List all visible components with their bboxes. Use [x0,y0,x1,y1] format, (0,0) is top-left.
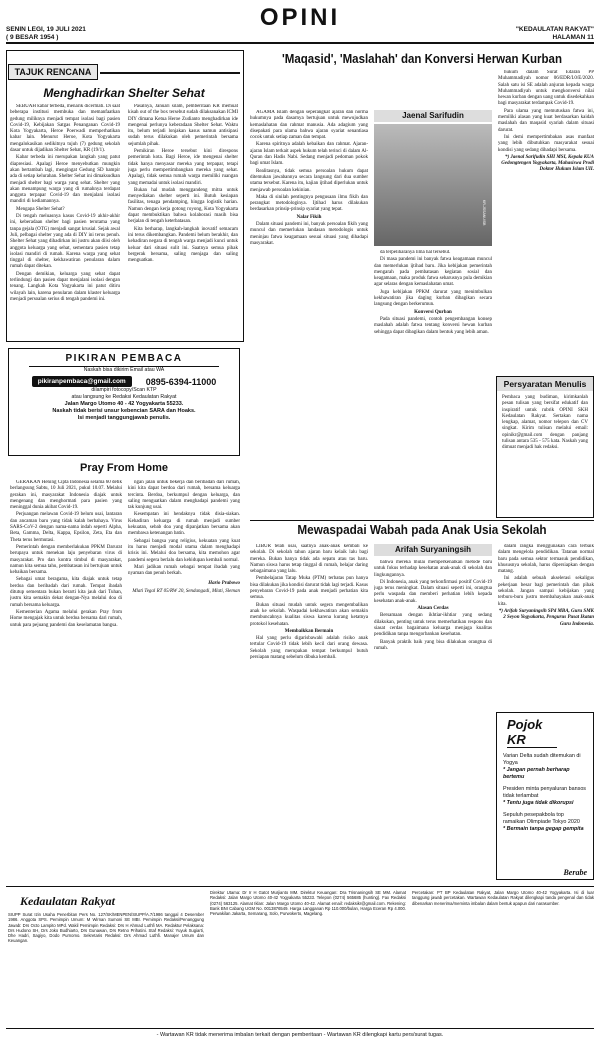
paragraph: SEBUAH kabar terbeda, menarik dicermati. Di saat beberapa institusi membuka dan memanfaatkan gedung miliknya menjadi tempat isolasi bagi pasien Covid-19, Kebijakan Satgas Penanganan Covid-19 Kota Yogyakarta, Heroe Poerwadi memperhatikan kabar lain. Menurut Heroe, Kota Yogyakarta mengalokasikan sedikitnya tujuh (7) gedung sekolah dasar untuk dijadikan Shelter Sehat, KR (19/1). [10,104,120,154]
email-link[interactable]: pikiranpembaca@gmail.com [32,376,132,387]
article-divider [250,520,594,521]
article-author: Jaenal Sarifudin [374,110,492,122]
pojok-item-text: Varian Delta sudah ditemukan di Yogya [503,753,581,766]
pojok-item [497,812,593,833]
paragraph: Kementerian Agama melalui gerakan Pray from Home mengajak kita untuk berdoa bersama dari rumah, untuk para pejuang pandemi dan keselamatan bangsa. [10,609,122,628]
section-subhead: Membaikkan Bermain [284,628,334,634]
paragraph: dalam rangka menggunakan cara terbaik dalam mengelola pendidikan. Tatanan normal baru pada semua sektor termasuk pendidikan, khususnya sekolah, harus dipersiapkan dengan matang. [498,544,594,575]
pojok-kr-box [496,712,594,880]
pojok-item-quip: * Jangan pernah berharap bertemu [503,767,570,780]
paragraph: Ini adalah sebuah akselerasi sekaligus pekerjaan besar bagi pemerintah dan pihak sekolah. Jangan sampai kebijakan yang terburu-buru justru membahayakan anak-anak kita. [498,576,594,607]
paragraph: GERAKAN Hening Cipta Indonesia selama 60 detik berlangsung Sabtu, 10 Juli 2021, pukul 10.07. Melalui gerakan ini, masyarakat Indonesia diajak untuk mengenang dan menghormati para pasien yang meninggal dunia akibat Covid-19. [10,480,122,511]
article-headline: Mewaspadai Wabah pada Anak Usia Sekolah [297,523,547,537]
letter-author: Hario Prabowo [208,581,240,587]
paragraph: Ini demi mempertimbakan asas manfaat yang lebih dibutuhkan masyarakat sesuai kondisi yang sedang dihadapi bersama. [498,134,594,153]
content-rule: Naskah tidak berisi unsur kebencian SARA dan Hoaks. [52,408,196,414]
paragraph: Pembelajaran Tatap Muka (PTM) terbatas pun hanya bisa dilakukan jika kondisi darurat tidak lagi terjadi. Kasus penyebaran Covid-19 pada anak menjadi perhatian kita semua. [250,576,368,601]
article-column-2 [374,560,492,880]
tajuk-column-1 [10,104,120,338]
paragraph: Pemerintah dengan memberlakukan PPKM Darurat berupaya untuk menekan laju penyebaran virus di masyarakat. Pro dan kontra timbul di masyarakat, namun kita semua tahu, pembatasan ini bertujuan untuk kebaikan bersama. [10,544,122,576]
article-author: Arifah Suryaningsih [374,544,492,556]
masthead-page-number: HALAMAN 11 [552,34,594,41]
tajuk-headline: Menghadirkan Shelter Sehat [43,86,205,100]
requirement-line: dilampiri fotocopy/Scan KTP [91,387,157,393]
pojok-item [497,786,593,807]
letter-column-1 [10,480,122,880]
paragraph: LIBUR telah usai, saatnya anak-anak kembali ke sekolah. Di sekolah tahun ajaran baru kelaik lalu bagi mereka. Bukan hanya tidak ada sepatu atau tas baru. Namun siswa harus tetap tinggal di rumah, belajar daring sebagaimana yang lalu. [250,544,368,575]
paragraph: Bukan situasi mudah untuk segera mengembalikan anak ke sekolah. Waspadai kekhawatiran akan semakin membuncahnya kualitas siswa karena kurang ketatnya protokol kesehatan. [250,602,368,627]
writing-requirements-title: Persyaratan Menulis [497,377,593,391]
article-column-2 [374,250,492,518]
paragraph: Dalam situasi pandemi ini, banyak persoalan fikih yang muncul dan memerlukan landasan metodologis untuk meninjau fatwa keagamaan sesuai situasi yang dihadapi masyarakat. [250,222,368,246]
article-column-3 [498,70,594,370]
paragraph: AGAMA Islam dengan seperangkat ajaran dan norma hukumnya pada dasarnya bertujuan untuk mewujudkan kemaslahatan dan rahmat manusia. Ada adagium yang disepakati para ulama bahwa ajaran syariat senantiasa cocok untuk setiap zaman dan tempat. [250,110,368,141]
section-subhead: Nalar Fikih [296,214,322,220]
pojok-item-quip: * Tentu juga tidak dikorupsi [503,800,574,806]
paragraph: Para ulama yang memutuskan fatwa ini, memiliki alasan yang kuat berdasarkan kaidah maslahah dan maqasid syariah dalam situasi darurat. [498,108,594,133]
responsibility-note: Isi menjadi tanggungjawab penulis. [77,415,171,421]
section-subhead: Alasan Cerdas [417,606,449,612]
author-bio: *) Arifah Suryaningsih SPd MBA, Guru SMK 2 Seyon Yogyakarta, Pengurus Pusat Ikatan Guru Indonesia. [498,608,594,627]
photo-credit: KR-JSSANU/SB [482,200,486,226]
paragraph: Juga kebijakan PPKM darurat yang menimbulkan kekhawatiran jika daging kurban dibagikan secara langsung dengan berkerumun. [374,289,492,308]
imprint-column-3: Percetakan: PT BP Kedaulatan Rakyat, Jalan Margo Utomo 40-42 Yogyakarta. Isi di luar tanggung jawab percetakan. Wartawan Kedaulatan Rakyat dilengkapi tanda pengenal dan tidak dibenarkan menerima/meminta imbalan dalam bentuk apapun dari narasumber. [412,890,594,906]
imprint-column-2: Direktur Utama: Dr Ir H Gatot Murjianto MM. Direktur Keuangan: Dra Trisnaningsih SE MM. Alamat Redaksi: Jalan Margo Utomo 40-42 Yogyakarta 55233. Telepon (0274) 565685 (hunting). Fax Redaksi (0274) 563125. Alamat Iklan: Jalan Margo Utomo 40-42. Alamat email: redaksikr@gmail.com. Rekening: Bank BNI Cabang UGM No. 0013876549. Harga Langganan Rp 110.000/bulan, Harga Eceran Rp 4.000. Perwakilan Jakarta, Semarang, Solo, Purwokerto, Magelang. [210,890,406,917]
paragraph: Di masa pandemi ini banyak fatwa keagamaan muncul dan memerlukan ijtihad baru. Jika kebijakan pemerintah mengarah pada pembatasan kegiatan sosial dan keagamaan, maka produk fatwa seharusnya pula demikian agar selaras dengan kemaslahatan umat. [374,257,492,288]
tajuk-label: TAJUK RENCANA [8,64,98,80]
paragraph: Dengan demikian, keluarga yang sehat dapat terlindungi dan pasien dapat menjalani isolasi dengan tenang. Langkah Kota Yogyakarta ini patut ditiru wilayah lain, karena penularan dalam klaster keluarga menjadi persoalan serius di tengah pandemi ini. [10,271,120,302]
paragraph: Mari jadikan rumah sebagai tempat ibadah yang nyaman dan penuh berkah. [128,564,240,577]
pikiran-pembaca-box [8,348,240,456]
masthead-hijri-date: ( 9 BESAR 1954 ) [6,34,59,41]
bottom-disclaimer: - Wartawan KR tidak menerima imbalan terkait dengan pemberitaan - Wartawan KR dilengkapi kartu pers/surat tugas. [156,1032,444,1038]
paragraph: Sebagai bangsa yang religius, kekuatan yang kuat itu harus menjadi modal utama dalam menghadapi krisis ini. Melalui doa bersama, kita memohon agar pandemi segera berlalu dan kehidupan kembali normal. [128,538,240,563]
letter-author-address: Mlati Tegal RT 05/RW 20, Sendangadi, Mlati, Sleman [132,588,240,594]
paragraph: Karena spiritnya adalah kebaikan dan rahmat. Ajaran-ajaran Islam terkait aspek hukum telah terinci di dalam Al-Quran dan Hadis Nabi. Sedang menjadi pedoman pokok bagi umat Islam. [250,142,368,167]
tajuk-column-2 [128,104,238,338]
pojok-kr-title: Pojok KR [507,717,557,748]
author-photo [374,124,492,246]
paragraph: Perjuangan melawan Covid-19 belum usai, lantaran dan ancaman baru yang tidak kalah berbahaya. Virus SARS-CoV-2 dengan nama-nama indah seperti Alpha, Beta, Gamma, Delta, Kappa, Epsilon, Zeta, Eta dan Theta terus bermutasi. [10,512,122,543]
paragraph: Kesempatan ini hendaknya tidak disia-siakan. Kehadiran keluarga di rumah menjadi sumber kekuatan, sebab doa yang dipanjatkan bersama akan membawa ketenangan batin. [128,512,240,537]
paragraph: Kita berharap, langkah-langkah inovatif semacam ini terus dikembangkan. Pandemi belum berakhir, dan kehadiran negara di tengah warga menjadi kunci untuk keluar dari situasi sulit ini. Saatnya semua pihak bergerak bersama, saling menjaga dan saling menguatkan. [128,226,238,264]
paragraph: Realitasnya, tidak semua persoalan hukum dapat ditemukan jawabannya secara langsung dari dua sumber utama tersebut. Karena itu, kajian ijtihad diperlukan untuk menjawab persoalan kekinian. [250,168,368,193]
pojok-signature: Berabe [563,868,587,877]
paragraph: Pemikiran Heroe tersebut kini direspons pemerintah kota. Bagi Heroe, ide mengenai shelter tidak hanya menyasar mereka yang terpapar, tetapi juga perlu mempertimbangkan mereka yang sehat. Apalagi, tidak semua rumah warga memiliki ruangan yang memadai untuk isolasi mandiri. [128,149,238,186]
contact-row [9,376,239,387]
article-column-1 [250,544,368,880]
paragraph: Banyak praktik baik yang bisa dilakukan orangtua di rumah. [374,639,492,651]
author-bio: *) Jaenal Sarifudin SHI MSI, Kepala KUA Gedongtengen Yogyakarta, Mahasiswa Prodi Doktor Hukum Islam UII. [501,154,594,173]
paragraph: hukum dalam Surat Edaran PP Muhammadiyah nomor 06/EDR/I.0/E/2020. Salah satu isi SE adalah anjuran kepada warga Muhammadiyah untuk mengkonversi nilai hewan kurban dengan uang untuk disedekahkan bagi masyarakat terdampak Covid-19. [498,70,594,107]
paragraph: Di Indonesia, anak yang terkonfirmasi positif Covid-19 juga terus meningkat. Dalam situasi seperti ini, orangtua perlu waspada dan memberi perhatian lebih kepada kesehatan anak-anak. [374,579,492,604]
address-intro: atau langsung ke Redaksi Kedaulatan Rakyat [71,394,177,400]
submission-info: Naskah bisa dikirim Email atau WA [83,367,165,373]
paragraph: Mengapa Shelter Sehat? [16,206,65,212]
paragraph: Pasalnya, Januari silam, pemberitaan KR memuat kisah out of the box tersebut sudah dilaksanakan ICMI DIY dimana Ketua Heroe Zudianto menghadirkan ide mengenai perlunya keberadaan Shelter Sehat. Waktu itu, belum terjadi lonjakan kasus namun antisipasi sudah terus dilakukan oleh pemerintah bersama sejumlah pihak. [128,104,238,147]
paragraph: Pada situasi pandemi, contoh pengembangan konsep maslahah adalah fatwa tentang konversi hewan kurban sehingga dapat dibagikan dalam bentuk yang lebih aman. [374,316,492,335]
paragraph: Maka di sinilah pentingnya pengusaan ilmu fikih dan perangkat metodologinya. Ijtihad harus dilakukan berdasarkan prinsip-prinsip syariat yang tepat. [250,194,368,213]
imprint-column-1: SIUPP Surat Izin Usaha Penerbitan Pers No. 127/SK/MENPEN/SIUPP/A.7/1986 tanggal 4 Desember 1986. Anggota SPS. Pemimpin Umum: M Wirnan Sumoni SE MBI. Pemimpin Redaksi/Penanggung Jawab: Drs Octo Lampito MPd. Wakil Pemimpin Redaksi: Drs H Ahmad Luthfi MA. Redaktur Pelaksana: Drs Hudono SH, Drs Joko Budhiarto, Drs Gunawan, Drs Retno Prihatini. Staf Redaksi: Yuyuk Sugiarti, Dhe Hadri, Sagiyo, Dodo Purnomo. Sekretaris Redaksi: Drs Ahmad Luthfi. Manajer Umum dan Keuangan. [8,912,204,944]
bottom-divider [6,1028,594,1029]
pojok-item-text: Presiden minta penyaluran bansos tidak terlambat [503,786,587,799]
tajuk-divider [100,72,240,74]
article-column-1 [250,110,368,518]
section-title: OPINI [259,4,341,31]
whatsapp-number[interactable]: 0895-6394-11000 [145,376,217,387]
newspaper-logo: Kedaulatan Rakyat [20,894,116,908]
paragraph: Sebagai umat beragama, kita diajak untuk tetap berdoa dan beribadah dari rumah. Tempat ibadah ditutup sementara bukan berarti kita jauh dari Tuhan, justru kita semakin dekat dengan-Nya melalui doa di rumah bersama keluarga. [10,577,122,608]
address-line: Jalan Margo Utomo 40 - 42 Yogyakarta 55233. [64,401,184,407]
pojok-item [497,753,593,781]
paragraph: bahwa mereka mulai memperkenalkan metode baru untuk fokus terhadap kesehatan anak-anak di sekolah dan lingkungannya. [374,560,492,578]
masthead-paper-name: "KEDAULATAN RAKYAT" [515,26,594,33]
pikiran-pembaca-title: PIKIRAN PEMBACA [29,353,219,367]
masthead [6,4,594,44]
pojok-item-text: Sepuluh pesepakbola top ramaikan Olimpiade Tokyo 2020 [503,812,580,825]
writing-requirements-body: Pembaca yang budiman, kirimkanlah pesan tulisan yang bersifat edukatif dan inspiratif untuk rubrik OPINI SKH Kedaulatan Rakyat. Sertakan nama lengkap, alamat, nomor telepon dan CV singkat. Kirim tulisan melalui email: opinikr@gmail.com dengan panjang tulisan antara 535 - 575 kata. Naskah yang dimuat menjadi hak redaksi. [502,395,588,451]
masthead-page-block [516,26,594,42]
masthead-date: SENIN LEGI, 19 JULI 2021 [6,26,86,33]
paragraph: Di tengah meluasnya kasus Covid-19 akhir-akhir ini, keberadaan shelter bagi pasien terutama yang tanpa gejala (OTG) menjadi sangat krusial. Sejak awal Juli, pelbagai shelter yang ada di DIY ini terus penuh. Shelter Sehat yang dihadirkan ini justru akan diisi oleh anggota keluarga yang sehat, sementara pasien tetap isolasi mandiri di rumah. Karena warga yang sehat tinggal di shelter, kekhawatiran penularan dalam rumah dapat ditekan. [10,214,120,270]
letter-headline: Pray From Home [79,462,169,474]
paragraph: Bersamaan dengan ikhtiar-ikhtiar yang sedang dilakukan, penting untuk terus memerhatikan respons dan siasat cerdas bagaimana keluarga menjaga kualitas pendidikan tanpa mengorbankan kesehatan. [374,613,492,638]
section-subhead: Konversi Qurban [414,309,452,315]
letter-column-2 [128,480,240,880]
paragraph: da terpeliharanya lima hal tersebut. [380,250,451,255]
paragraph: Kabar terbeda ini merupakan langkah yang patut diapresiasi. Apalagi Heroe menyebutkan mungkin akan bertambah lagi, mengingat Gedung SD hampir ada di setiap kelurahan. Shelter Sehat ini dimaksudkan menjadi shelter bagi warga yang sehat. Shelter yang akan menampung warga yang di rumahnya terdapat anggota terpapar Covid-19 dan menjalani isolasi mandiri di kediamannya. [10,155,120,205]
article-column-3 [498,544,594,708]
article-headline: 'Maqasid', 'Maslahah' dan Konversi Herwan Kurban [282,52,562,66]
paragraph: ngan jalan untuk bekerja dan beribadah dari rumah, kini kita dapat berdoa dari rumah, bersama keluarga tercinta. Berdoa, berkumpul dengan keluarga, dan saling menguatkan dalam menghadapi pandemi yang tak kunjung usai. [128,480,240,511]
writing-requirements-box [496,376,594,518]
paragraph: Hal yang perlu digarisbawahi adalah risiko anak tertular Covid-19 tidak lebih kecil dari orang dewasa. Sekolah yang merupakan tempat berkumpul butuh persiapan matang sebelum dibuka kembali. [250,636,368,661]
pojok-item-quip: * Bermain tanpa gegap gempita [503,826,584,832]
imprint-divider [6,886,594,887]
paragraph: Bukan hal mudah menggandeng mitra untuk menyediakan shelter seperti ini. Butuh kesiapan fasilitas, tenaga pendamping, hingga logistik harian. Namun dengan kerja gotong royong, Kota Yogyakarta dapat membuktikan bahwa kolaborasi masih bisa berjalan di tengah keterbatasan. [128,187,238,225]
